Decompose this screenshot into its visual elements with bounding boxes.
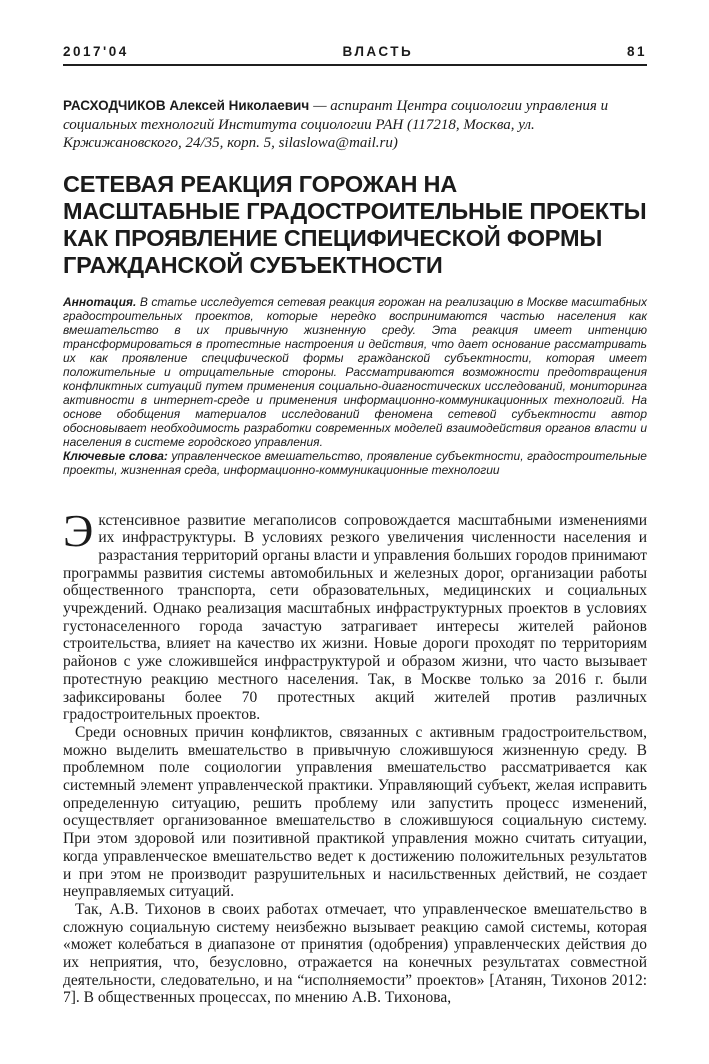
author-affiliation: — аспирант Центра социологии управления и социальных технологий Института социологии РАН (117218, Москва, ул. Кржижановского, 24/35, корп. 5, silaslowa@mail.ru) <box>63 98 609 151</box>
abstract-paragraph <box>63 295 647 449</box>
title-line: ГРАЖДАНСКОЙ СУБЪЕКТНОСТИ <box>63 251 443 278</box>
author-block <box>63 97 647 153</box>
running-head <box>63 44 647 66</box>
body-paragraph <box>63 504 647 724</box>
title-line: СЕТЕВАЯ РЕАКЦИЯ ГОРОЖАН НА <box>63 170 458 197</box>
article-body <box>63 504 647 1008</box>
article-title <box>63 171 647 279</box>
journal-title: ВЛАСТЬ <box>342 44 414 59</box>
journal-issue: 2017'04 <box>63 44 129 59</box>
abstract-block <box>63 295 647 477</box>
abstract-label: Аннотация. <box>63 294 140 309</box>
drop-cap: Э <box>63 504 94 556</box>
title-line: МАСШТАБНЫЕ ГРАДОСТРОИТЕЛЬНЫЕ ПРОЕКТЫ <box>63 197 647 224</box>
body-paragraph: Среди основных причин конфликтов, связанных с активным градостроительством, можно выделить вмешательство в привычную сложившуюся жизненную среду. В проблемном поле социологии управления вмешательство рассматривается как системный элемент управленческой практики. Управляющий субъект, желая исправить определенную ситуацию, решить проблему или запустить процесс изменений, осуществляет организованное вмешательство в сложившуюся социальную систему. При этом здоровой или позитивной практикой управления можно считать ситуации, когда управленческое вмешательство ведет к достижению положительных результатов и при этом не производит разрушительных и насильственных действий, не создает неуправляемых ситуаций. <box>63 723 647 901</box>
body-paragraph: Так, А.В. Тихонов в своих работах отмечает, что управленческое вмешательство в сложную социальную систему неизбежно вызывает реакцию самой системы, которая «может колебаться в диапазоне от принятия (одобрения) управленческих действия до их неприятия, что, безусловно, отражается на конечных результатах совместной деятельности, следовательно, и на “исполняемости” проектов» [Атанян, Тихонов 2012: 7]. В общественных процессах, по мнению А.В. Тихонова, <box>63 900 647 1007</box>
body-paragraph-text: кстенсивное развитие мегаполисов сопровождается масштабными изменениями их инфраструктуры. В условиях резкого увеличения численности населения и разрастания территорий органы власти и управления больших городов принимают программы развития системы автомобильных и железных дорог, организации работы общественного транспорта, сети образовательных, медицинских и социальных учреждений. Однако реализация масштабных инфраструктурных проектов в условиях густонаселенного города зачастую затрагивает интересы жителей районов строительства, влияет на качество их жизни. Новые дороги проходят по территориям районов с уже сложившейся инфраструктурой и образом жизни, что часто вызывает протестную реакцию местного населения. Так, в Москве только за 2016 г. были зафиксированы более 70 протестных акций жителей против различных градостроительных проектов. <box>63 511 647 724</box>
keywords-paragraph <box>63 449 647 477</box>
keywords-label: Ключевые слова: <box>63 448 172 463</box>
page-number: 81 <box>626 44 647 59</box>
abstract-text: В статье исследуется сетевая реакция горожан на реализацию в Москве масштабных градостроительных проектов, которые нередко воспринимаются частью населения как вмешательство в их привычную жизненную среду. Эта реакция имеет интенцию трансформироваться в протестные настроения и действия, что дает основание рассматривать их как проявление специфической формы гражданской субъектности, которая имеет положительные и отрицательные стороны. Рассматриваются возможности предотвращения конфликтных ситуаций путем применения социально-диагностических исследований, мониторинга активности в интернет-среде и применения информационно-коммуникационных технологий. На основе обобщения материалов исследований феномена сетевой субъектности автор обосновывает необходимость разработки современных моделей взаимодействия органов власти и населения в системе городского управления. <box>63 294 648 449</box>
title-line: КАК ПРОЯВЛЕНИЕ СПЕЦИФИЧЕСКОЙ ФОРМЫ <box>63 224 603 251</box>
keywords-text: управленческое вмешательство, проявление субъектности, градостроительные проекты, жизненная среда, информационно-коммуникационные технологии <box>63 448 647 477</box>
author-name: РАСХОДЧИКОВ Алексей Николаевич <box>63 98 310 113</box>
